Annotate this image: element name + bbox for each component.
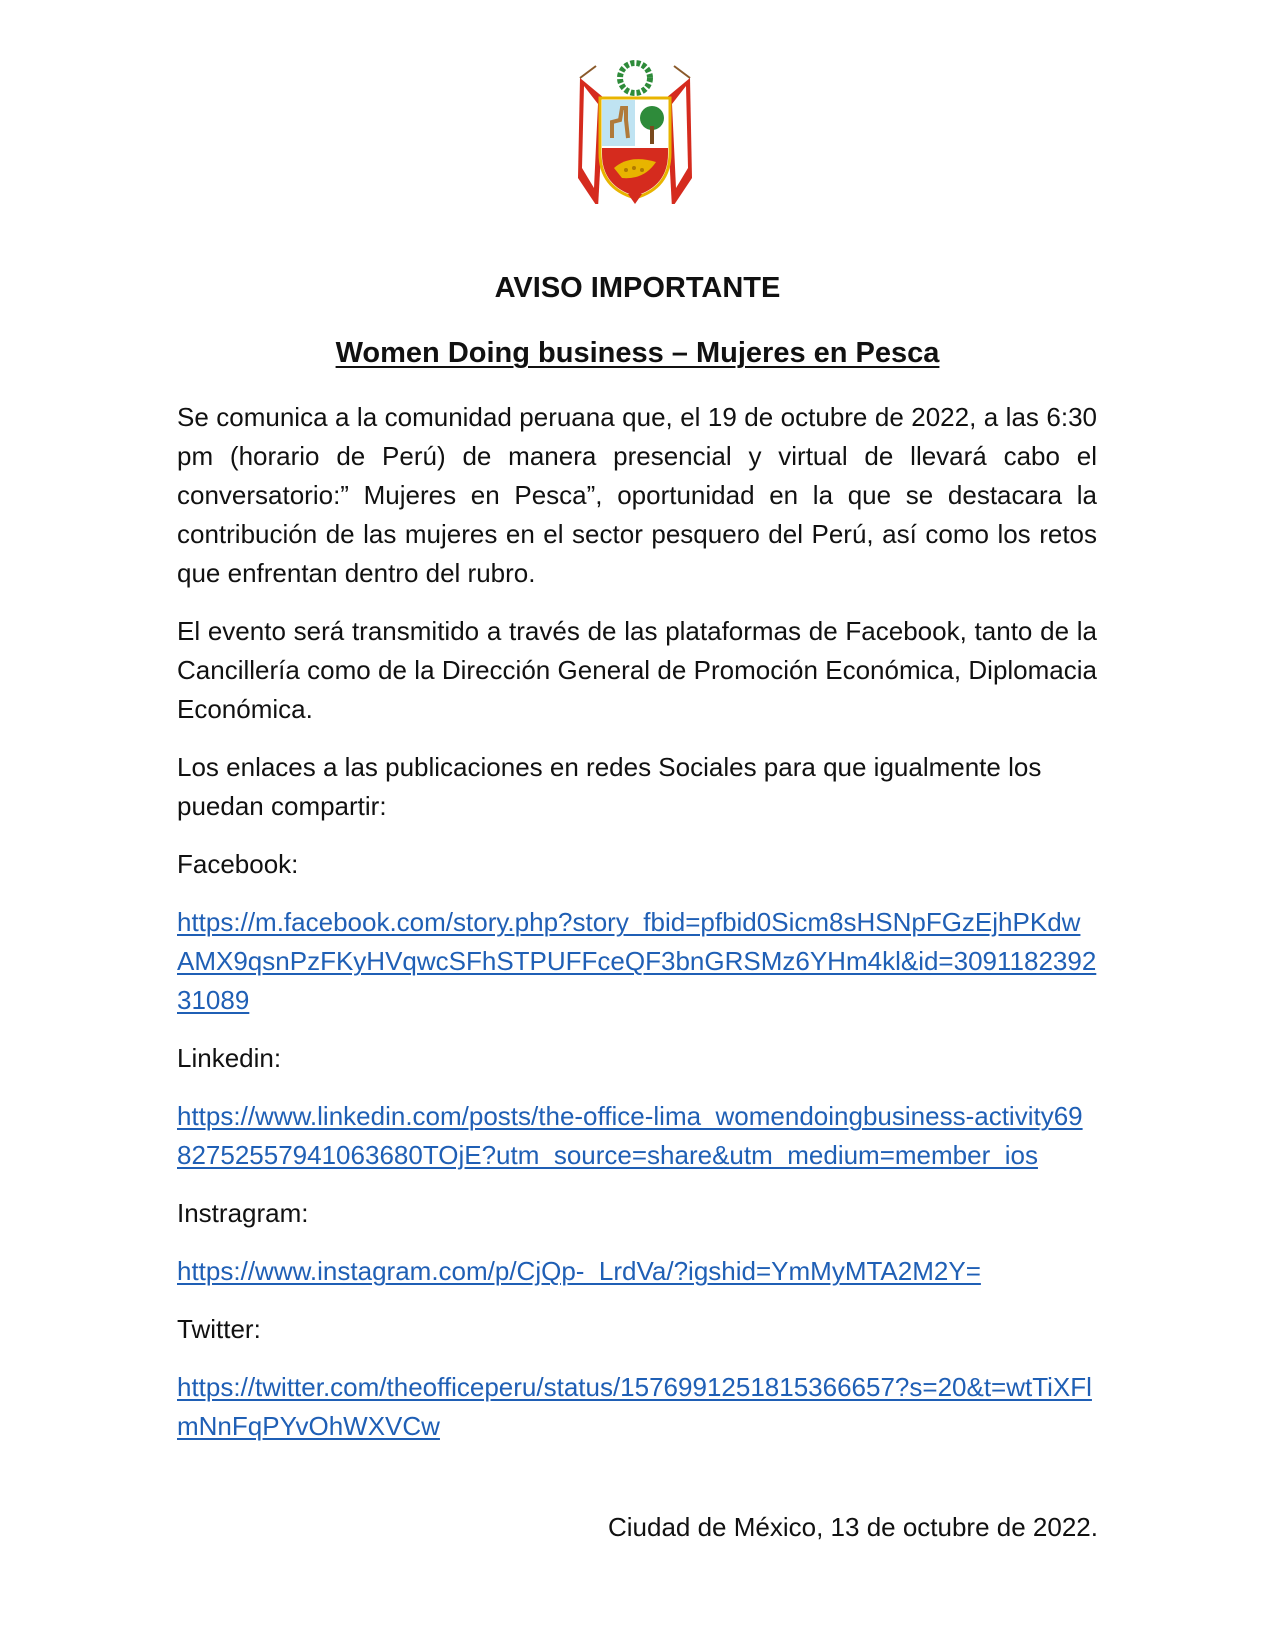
event-subtitle: Women Doing business – Mujeres en Pesca <box>335 337 940 369</box>
twitter-link[interactable]: https://twitter.com/theofficeperu/status/1576991251815366657?s=20&t=wtTiXFlmNnFqPYvOhWXVCw <box>177 1372 1092 1441</box>
place-and-date: Ciudad de México, 13 de octubre de 2022. <box>607 1512 1098 1542</box>
notice-title: AVISO IMPORTANTE <box>494 272 781 304</box>
twitter-label: Twitter: <box>177 1314 261 1344</box>
facebook-label: Facebook: <box>177 849 299 879</box>
paragraph-announcement: Se comunica a la comunidad peruana que, el 19 de octubre de 2022, a las 6:30 pm (horario de Perú) de manera presencial y virtual de llevará cabo el conversatorio:” Mujeres en Pesca”, oportunidad en la que se destacara la contribución de las mujeres en el sector pesquero del Perú, así como los retos que enfrentan dentro del rubro. <box>177 402 1097 588</box>
linkedin-link[interactable]: https://www.linkedin.com/posts/the-office-lima_womendoingbusiness-activity6982752557941063680TOjE?utm_source=share&utm_medium=member_ios <box>177 1101 1083 1170</box>
linkedin-label: Linkedin: <box>177 1043 282 1073</box>
wreath-icon <box>620 63 650 93</box>
paragraph-broadcast: El evento será transmitido a través de las plataformas de Facebook, tanto de la Cancillería como de la Dirección General de Promoción Económica, Diplomacia Económica. <box>177 616 1097 724</box>
instagram-label: Instragram: <box>177 1198 309 1228</box>
instagram-link[interactable]: https://www.instagram.com/p/CjQp-_LrdVa/?igshid=YmMyMTA2M2Y= <box>177 1256 981 1286</box>
peru-coat-of-arms-icon <box>570 58 700 204</box>
notice-body <box>177 398 1097 1465</box>
paragraph-share-links: Los enlaces a las publicaciones en redes Sociales para que igualmente los puedan compartir: <box>177 752 1042 821</box>
facebook-link[interactable]: https://m.facebook.com/story.php?story_fbid=pfbid0Sicm8sHSNpFGzEjhPKdwAMX9qsnPzFKyHVqwcSFhSTPUFFceQF3bnGRSMz6YHm4kl&id=309118239231089 <box>177 907 1097 1015</box>
